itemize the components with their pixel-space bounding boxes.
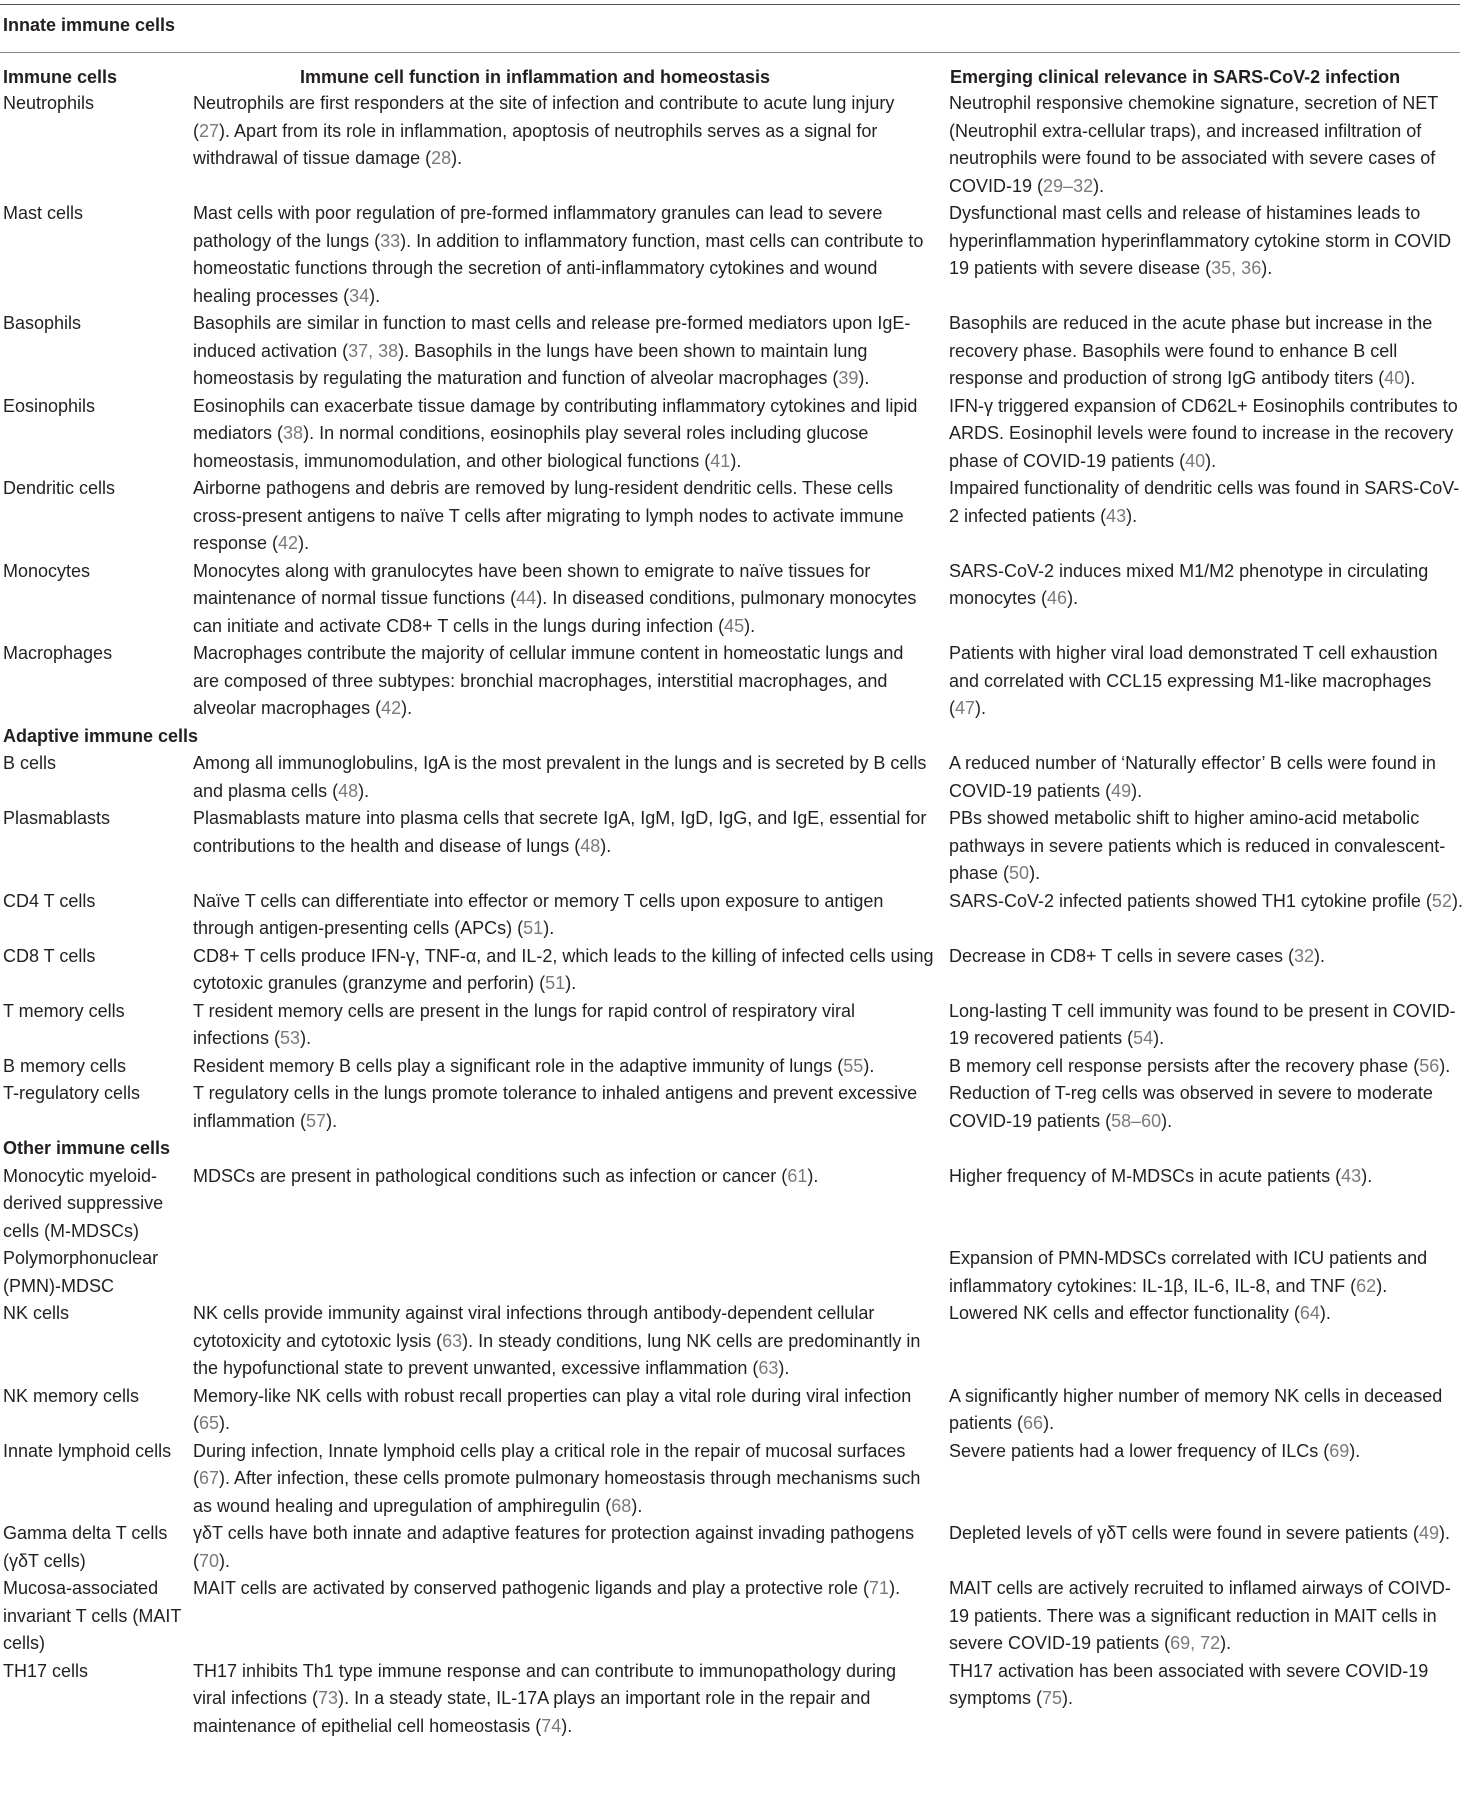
citation-ref[interactable]: 54 — [1133, 1028, 1154, 1048]
cell-clinical-relevance: B memory cell response persists after the recovery phase (56). — [949, 1055, 1451, 1076]
table-body — [0, 90, 1463, 1740]
table-row — [0, 1053, 1460, 1081]
cell-clinical-relevance: Lowered NK cells and effector functionality (64). — [949, 1303, 1331, 1323]
citation-ref[interactable]: 43 — [1341, 1165, 1362, 1186]
citation-ref[interactable]: 47 — [955, 698, 976, 718]
citation-ref[interactable]: 46 — [1047, 588, 1068, 608]
citation-ref[interactable]: 29–32 — [1043, 175, 1094, 196]
cell-function: T resident memory cells are present in the lungs for rapid control of respiratory viral infections (53). — [193, 1000, 855, 1048]
citation-ref[interactable]: 41 — [710, 450, 731, 471]
table-row — [0, 393, 1460, 476]
cell-function: CD8+ T cells produce IFN-γ, TNF-α, and IL-2, which leads to the killing of infected cells using cytotoxic granules (granzyme and perforin) (51). — [193, 945, 934, 993]
cell-immune-type: Monocytes — [3, 560, 91, 581]
citation-ref[interactable]: 32 — [1293, 945, 1315, 966]
table-row — [0, 310, 1460, 393]
cell-clinical-relevance: Impaired functionality of dendritic cells was found in SARS-CoV-2 infected patients (43). — [949, 478, 1460, 526]
cell-clinical-relevance: Patients with higher viral load demonstrated T cell exhaustion and correlated with CCL15 expressing M1-like macrophages (47). — [949, 643, 1438, 718]
cell-immune-type: TH17 cells — [3, 1660, 89, 1681]
citation-ref[interactable]: 58–60 — [1111, 1110, 1162, 1131]
cell-clinical-relevance: Basophils are reduced in the acute phase but increase in the recovery phase. Basophils were found to enhance B cell response and production of strong IgG antibody titers (40). — [949, 313, 1433, 388]
table-row — [0, 1438, 1460, 1521]
table-row — [0, 1658, 1460, 1741]
table-row — [0, 1575, 1460, 1658]
table-row — [0, 998, 1460, 1053]
cell-function: Basophils are similar in function to mast cells and release pre-formed mediators upon IgE-induced activation (37, 38). Basophils in the lungs have been shown to maintain lung homeostasis by regulating the maturation and function of alveolar macrophages (39). — [193, 313, 911, 388]
cell-function: During infection, Innate lymphoid cells play a critical role in the repair of mucosal surfaces (67). After infection, these cells promote pulmonary homeostasis through mechanisms such as wound healing and upregulation of amphiregulin (68). — [193, 1440, 921, 1516]
citation-ref[interactable]: 40 — [1185, 450, 1206, 471]
citation-ref[interactable]: 28 — [431, 148, 452, 168]
table-row — [0, 1383, 1460, 1438]
cell-clinical-relevance: Long-lasting T cell immunity was found to be present in COVID-19 recovered patients (54). — [949, 1000, 1456, 1048]
table-row — [0, 1245, 1460, 1300]
table-row — [0, 1080, 1460, 1135]
table-row — [0, 888, 1463, 943]
table-row — [0, 640, 1460, 723]
cell-function: γδT cells have both innate and adaptive features for protection against invading pathogens (70). — [193, 1523, 915, 1571]
table-row — [0, 200, 1460, 310]
citation-ref[interactable]: 37, 38 — [348, 340, 399, 361]
citation-ref[interactable]: 42 — [381, 698, 402, 718]
citation-ref[interactable]: 49 — [1418, 1523, 1439, 1543]
cell-immune-type: T memory cells — [3, 1000, 125, 1021]
cell-clinical-relevance: Higher frequency of M-MDSCs in acute patients (43). — [949, 1165, 1373, 1186]
citation-ref[interactable]: 63 — [442, 1330, 463, 1351]
cell-clinical-relevance: Severe patients had a lower frequency of ILCs (69). — [949, 1440, 1361, 1461]
citation-ref[interactable]: 69, 72 — [1170, 1633, 1221, 1653]
cell-immune-type: CD4 T cells — [3, 890, 96, 911]
cell-immune-type: T-regulatory cells — [3, 1083, 141, 1103]
table-row — [0, 1300, 1460, 1383]
cell-immune-type: Innate lymphoid cells — [3, 1440, 172, 1461]
citation-ref[interactable]: 33 — [380, 230, 401, 251]
cell-clinical-relevance: Reduction of T-reg cells was observed in severe to moderate COVID-19 patients (58–60). — [949, 1083, 1433, 1131]
cell-function: Naïve T cells can differentiate into effector or memory T cells upon exposure to antigen through antigen-presenting cells (APCs) (51). — [193, 890, 884, 938]
table-row — [0, 475, 1460, 558]
table-row — [0, 943, 1460, 998]
cell-clinical-relevance: SARS-CoV-2 infected patients showed TH1 cytokine profile (52). — [949, 890, 1463, 911]
cell-function: TH17 inhibits Th1 type immune response and can contribute to immunopathology during viral infections (73). In a steady state, IL-17A plays an important role in the repair and maintenance of epithelial cell homeostasis (74). — [193, 1660, 897, 1736]
cell-function: Monocytes along with granulocytes have been shown to emigrate to naïve tissues for maintenance of normal tissue functions (44). In diseased conditions, pulmonary monocytes can initiate and activate CD8+ T cells in the lungs during infection (45). — [193, 560, 917, 636]
citation-ref[interactable]: 68 — [611, 1495, 632, 1516]
citation-ref[interactable]: 39 — [838, 368, 859, 388]
top-rule — [0, 4, 1460, 5]
cell-immune-type: NK cells — [3, 1303, 70, 1323]
cell-clinical-relevance: SARS-CoV-2 induces mixed M1/M2 phenotype in circulating monocytes (46). — [949, 560, 1429, 608]
header-function: Immune cell function in inflammation and homeostasis — [300, 67, 771, 87]
cell-function: MAIT cells are activated by conserved pathogenic ligands and play a protective role (71). — [193, 1578, 901, 1598]
cell-clinical-relevance: IFN-γ triggered expansion of CD62L+ Eosinophils contributes to ARDS. Eosinophil levels were found to increase in the recovery phase of COVID-19 patients (40). — [949, 395, 1458, 471]
citation-ref[interactable]: 50 — [1009, 863, 1030, 883]
citation-ref[interactable]: 49 — [1111, 780, 1132, 801]
citation-ref[interactable]: 53 — [280, 1028, 301, 1048]
cell-clinical-relevance: Depleted levels of γδT cells were found in severe patients (49). — [949, 1523, 1450, 1543]
citation-ref[interactable]: 35, 36 — [1211, 258, 1262, 278]
cell-function: Plasmablasts mature into plasma cells that secrete IgA, IgM, IgD, IgG, and IgE, essential for contributions to the health and disease of lungs (48). — [193, 808, 927, 856]
citation-ref[interactable]: 51 — [545, 973, 566, 993]
cell-function: T regulatory cells in the lungs promote tolerance to inhaled antigens and prevent excessive inflammation (57). — [193, 1083, 918, 1131]
cell-immune-type: Polymorphonuclear (PMN)-MDSC — [3, 1248, 159, 1296]
cell-function: Resident memory B cells play a significant role in the adaptive immunity of lungs (55). — [193, 1055, 875, 1076]
table-header — [0, 64, 1460, 90]
cell-function: NK cells provide immunity against viral infections through antibody-dependent cellular cytotoxicity and cytotoxic lysis (63). In steady conditions, lung NK cells are predominantly in the hypofunctional state to prevent unwanted, excessive inflammation (63). — [193, 1303, 921, 1378]
cell-clinical-relevance: Expansion of PMN-MDSCs correlated with ICU patients and inflammatory cytokines: IL-1β, IL-6, IL-8, and TNF (62). — [949, 1248, 1428, 1296]
cell-function: Among all immunoglobulins, IgA is the most prevalent in the lungs and is secreted by B cells and plasma cells (48). — [193, 753, 927, 801]
table-row — [0, 1520, 1460, 1575]
table-row — [0, 1163, 1460, 1246]
cell-immune-type: Eosinophils — [3, 395, 96, 416]
cell-immune-type: B memory cells — [3, 1055, 127, 1076]
citation-ref[interactable]: 64 — [1299, 1303, 1320, 1323]
cell-immune-type: Macrophages — [3, 643, 113, 663]
cell-immune-type: Gamma delta T cells (γδT cells) — [3, 1523, 168, 1571]
section-heading: Other immune cells — [3, 1138, 171, 1158]
citation-ref[interactable]: 73 — [318, 1688, 339, 1708]
cell-immune-type: Monocytic myeloid-derived suppressive cells (M-MDSCs) — [3, 1165, 164, 1241]
cell-clinical-relevance: MAIT cells are actively recruited to inflamed airways of COIVD-19 patients. There was a significant reduction in MAIT cells in severe COVID-19 patients (69, 72). — [949, 1578, 1451, 1653]
citation-ref[interactable]: 70 — [199, 1550, 220, 1571]
citation-ref[interactable]: 57 — [306, 1110, 327, 1131]
cell-function: Eosinophils can exacerbate tissue damage by contributing inflammatory cytokines and lipid mediators (38). In normal conditions, eosinophils play several roles including glucose homeostasis, immunomodulation, and other biological functions (41). — [193, 395, 918, 471]
cell-immune-type: Basophils — [3, 313, 82, 333]
citation-ref[interactable]: 55 — [843, 1055, 864, 1076]
citation-ref[interactable]: 43 — [1106, 505, 1127, 526]
cell-immune-type: Plasmablasts — [3, 808, 111, 828]
citation-ref[interactable]: 75 — [1042, 1688, 1063, 1708]
citation-ref[interactable]: 45 — [724, 615, 745, 636]
cell-clinical-relevance: PBs showed metabolic shift to higher amino-acid metabolic pathways in severe patients which is reduced in convalescent-phase (50). — [949, 808, 1446, 883]
citation-ref[interactable]: 63 — [758, 1358, 779, 1378]
cell-clinical-relevance: Neutrophil responsive chemokine signature, secretion of NET (Neutrophil extra-cellular traps), and increased infiltration of neutrophils were found to be associated with severe cases of COVID-19 (29–32). — [949, 93, 1438, 196]
citation-ref[interactable]: 69 — [1329, 1440, 1350, 1461]
table-row — [0, 750, 1460, 805]
cell-immune-type: NK memory cells — [3, 1385, 140, 1406]
cell-immune-type: Neutrophils — [3, 93, 95, 113]
citation-ref[interactable]: 74 — [541, 1715, 562, 1736]
cell-immune-type: B cells — [3, 753, 57, 773]
section-heading: Adaptive immune cells — [3, 725, 199, 746]
cell-function: Neutrophils are first responders at the site of infection and contribute to acute lung injury (27). Apart from its role in inflammation, apoptosis of neutrophils serves as a signal for withdrawal of tissue damage (28). — [193, 93, 895, 168]
citation-ref[interactable]: 40 — [1384, 368, 1405, 388]
cell-function — [193, 1245, 934, 1300]
header-clinical-relevance: Emerging clinical relevance in SARS-CoV-2 infection — [950, 67, 1401, 87]
citation-ref[interactable]: 71 — [869, 1578, 890, 1598]
cell-clinical-relevance: A reduced number of ‘Naturally effector’ B cells were found in COVID-19 patients (49). — [949, 753, 1436, 801]
table-caption: Innate immune cells — [3, 15, 176, 35]
cell-immune-type: Mast cells — [3, 203, 84, 223]
cell-immune-type: Mucosa-associated invariant T cells (MAIT cells) — [3, 1578, 182, 1653]
citation-ref[interactable]: 52 — [1431, 890, 1452, 911]
citation-ref[interactable]: 61 — [787, 1165, 808, 1186]
citation-ref[interactable]: 42 — [278, 533, 299, 553]
citation-ref[interactable]: 34 — [349, 285, 370, 306]
cell-clinical-relevance: A significantly higher number of memory NK cells in deceased patients (66). — [949, 1385, 1443, 1433]
citation-ref[interactable]: 65 — [199, 1413, 220, 1433]
citation-ref[interactable]: 27 — [199, 120, 220, 141]
cell-function: Mast cells with poor regulation of pre-formed inflammatory granules can lead to severe pathology of the lungs (33). In addition to inflammatory function, mast cells can contribute to homeostatic functions through the secretion of anti-inflammatory cytokines and wound healing processes (34). — [193, 203, 924, 306]
cell-clinical-relevance: Dysfunctional mast cells and release of histamines leads to hyperinflammation hyperinflammatory cytokine storm in COVID 19 patients with severe disease (35, 36). — [949, 203, 1452, 278]
cell-function: Memory-like NK cells with robust recall properties can play a vital role during viral infection (65). — [193, 1385, 912, 1433]
citation-ref[interactable]: 56 — [1419, 1055, 1440, 1076]
citation-ref[interactable]: 66 — [1023, 1413, 1044, 1433]
citation-ref[interactable]: 38 — [283, 423, 304, 443]
table-row — [0, 558, 1460, 641]
cell-function: Macrophages contribute the majority of cellular immune content in homeostatic lungs and are composed of three subtypes: bronchial macrophages, interstitial macrophages, and alveolar macrophages (42). — [193, 643, 904, 718]
citation-ref[interactable]: 48 — [580, 835, 601, 856]
cell-function: Airborne pathogens and debris are removed by lung-resident dendritic cells. These cells cross-present antigens to naïve T cells after migrating to lymph nodes to activate immune response (42). — [193, 478, 904, 553]
citation-ref[interactable]: 51 — [523, 918, 544, 938]
citation-ref[interactable]: 67 — [199, 1468, 220, 1488]
header-immune-cells: Immune cells — [3, 67, 118, 87]
cell-immune-type: Dendritic cells — [3, 478, 116, 498]
header-rule — [0, 52, 1460, 53]
citation-ref[interactable]: 44 — [516, 588, 537, 608]
cell-clinical-relevance: Decrease in CD8+ T cells in severe cases (32). — [949, 945, 1326, 966]
cell-immune-type: CD8 T cells — [3, 945, 96, 966]
cell-function: MDSCs are present in pathological conditions such as infection or cancer (61). — [193, 1165, 819, 1186]
citation-ref[interactable]: 48 — [338, 780, 359, 801]
table-row — [0, 90, 1460, 200]
cell-clinical-relevance: TH17 activation has been associated with severe COVID-19 symptoms (75). — [949, 1660, 1429, 1708]
citation-ref[interactable]: 62 — [1356, 1275, 1377, 1296]
table-row — [0, 805, 1460, 888]
